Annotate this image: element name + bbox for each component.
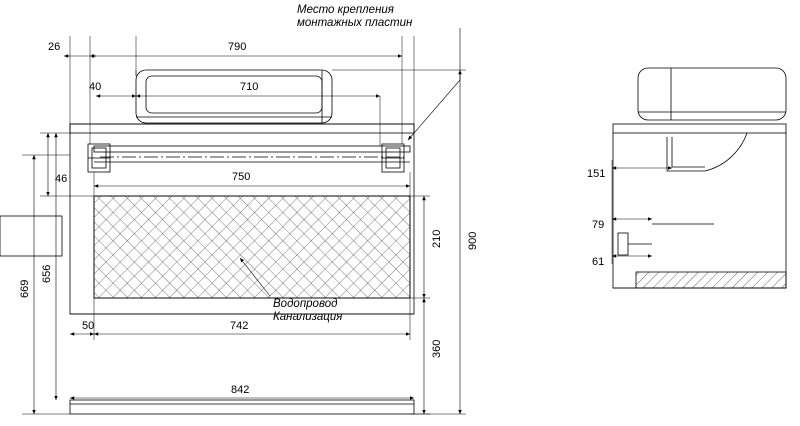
dim-742: 742 (230, 320, 249, 332)
dim-50: 50 (82, 320, 95, 332)
dim-46: 46 (55, 173, 68, 185)
dim-61: 61 (592, 256, 605, 268)
dim-656: 656 (41, 264, 53, 283)
mount-plate-note: Место крепления монтажных пластин (297, 4, 413, 30)
dim-360: 360 (431, 339, 443, 358)
dim-151: 151 (587, 168, 606, 180)
dim-79: 79 (592, 219, 605, 231)
dim-842: 842 (231, 384, 250, 396)
plumbing-note: Водопровод Канализация (273, 298, 343, 324)
dim-790: 790 (228, 41, 247, 53)
dim-26: 26 (48, 41, 61, 53)
dim-40: 40 (89, 81, 102, 93)
dim-210: 210 (431, 229, 443, 248)
dim-900: 900 (467, 231, 479, 250)
dim-669: 669 (19, 279, 31, 298)
dim-750: 750 (232, 171, 251, 183)
dim-710: 710 (240, 81, 259, 93)
